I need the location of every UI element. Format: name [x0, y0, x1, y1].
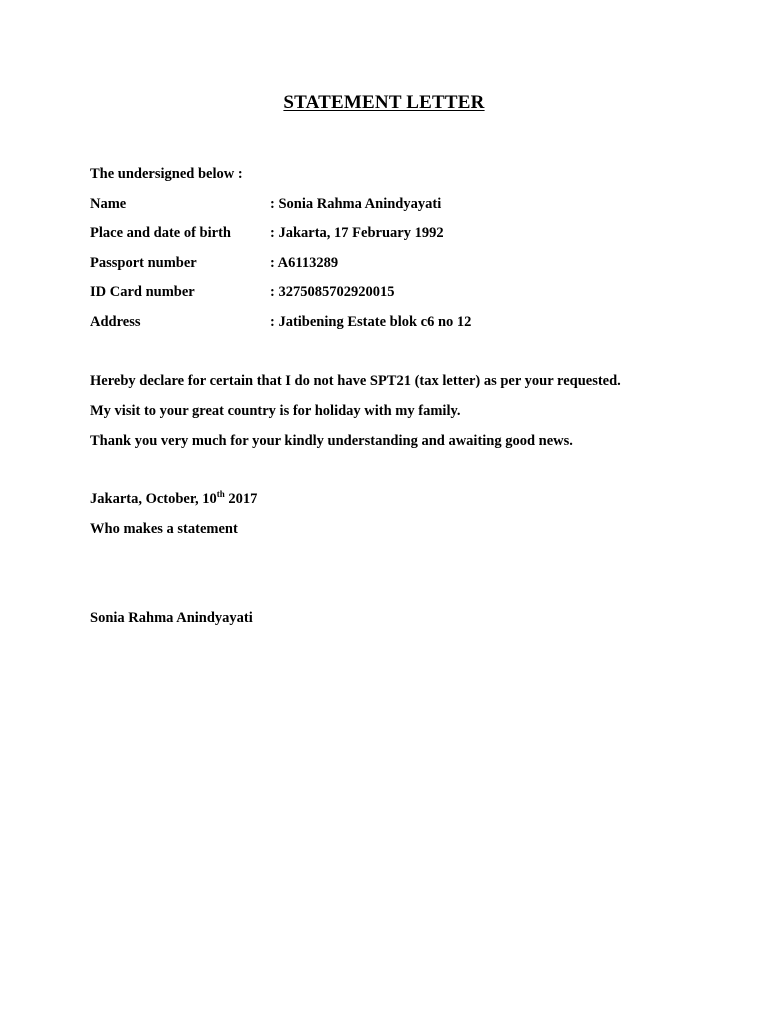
date-year: 2017 [224, 491, 258, 507]
field-value-passport: : A6113289 [270, 255, 339, 271]
field-value-address: : Jatibening Estate blok c6 no 12 [270, 314, 472, 330]
field-value-name: : Sonia Rahma Anindyayati [270, 196, 442, 212]
field-value-id-card: : 3275085702920015 [270, 284, 395, 300]
intro-line: The undersigned below : [90, 166, 243, 182]
field-label-id-card: ID Card number [90, 284, 195, 300]
signatory-name: Sonia Rahma Anindyayati [90, 610, 253, 626]
body-line-declaration: Hereby declare for certain that I do not have SPT21 (tax letter) as per your requested. [90, 373, 621, 389]
body-line-visit: My visit to your great country is for holiday with my family. [90, 403, 461, 419]
date-prefix: Jakarta, October, 10 [90, 491, 217, 507]
field-label-birth: Place and date of birth [90, 225, 231, 241]
field-value-birth: : Jakarta, 17 February 1992 [270, 225, 444, 241]
body-line-thanks: Thank you very much for your kindly understanding and awaiting good news. [90, 433, 573, 449]
field-label-name: Name [90, 196, 127, 212]
field-label-address: Address [90, 314, 141, 330]
date-line [90, 491, 257, 508]
statement-line: Who makes a statement [90, 521, 238, 537]
document-title: STATEMENT LETTER [283, 92, 485, 113]
date-ordinal-suffix: th [216, 489, 225, 500]
field-label-passport: Passport number [90, 255, 197, 271]
